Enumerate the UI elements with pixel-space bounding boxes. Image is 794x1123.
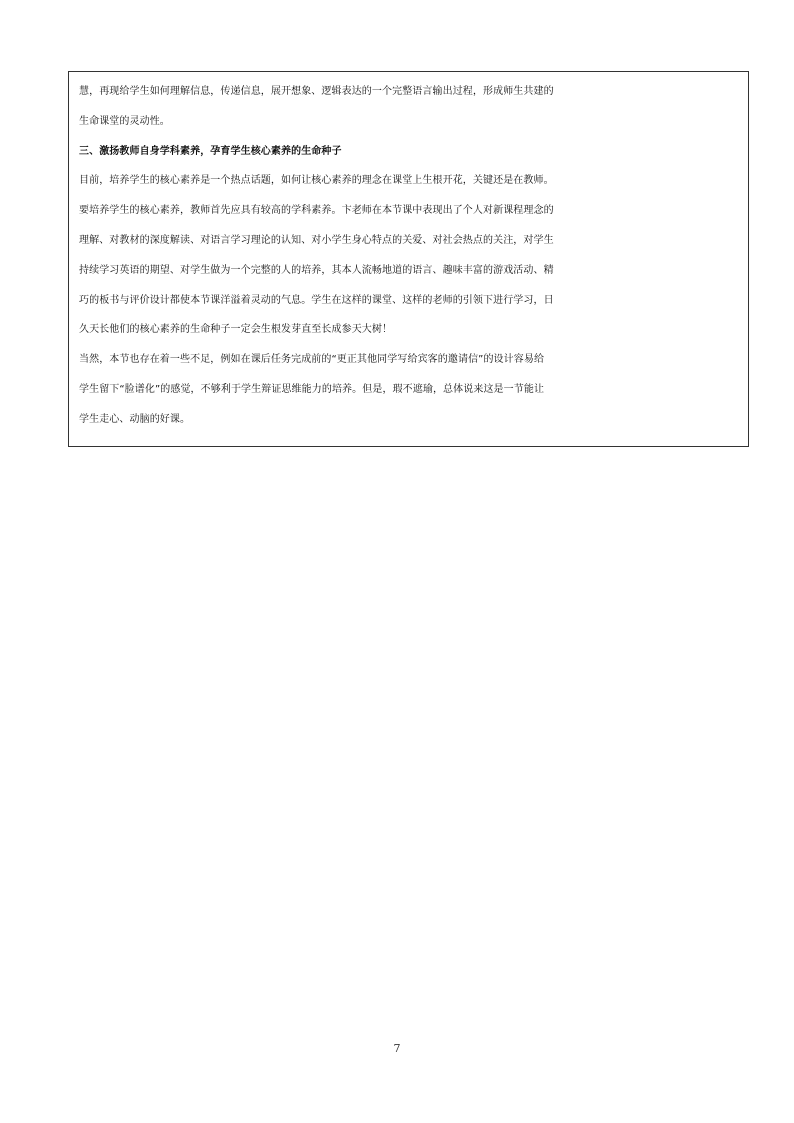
paragraph-line: 久天长他们的核心素养的生命种子一定会生根发芽直至长成参天大树！ — [79, 324, 393, 336]
paragraph-line: 目前，培养学生的核心素养是一个热点话题，如何让核心素养的理念在课堂上生根开花，关键还是在教师。 — [79, 175, 554, 187]
text-table-cell — [68, 71, 749, 447]
paragraph-line: 持续学习英语的期望、对学生做为一个完整的人的培养，其本人流畅地道的语言、趣味丰富的游戏活动、精 — [79, 264, 554, 276]
paragraph-line: 生命课堂的灵动性。 — [79, 115, 170, 127]
page-number: 7 — [393, 1042, 401, 1055]
paragraph-line: 巧的板书与评价设计都使本节课洋溢着灵动的气息。学生在这样的课堂、这样的老师的引领下进行学习，日 — [79, 294, 554, 306]
paragraph-line: 当然，本节也存在着一些不足，例如在课后任务完成前的“更正其他同学写给宾客的邀请信”的设计容易给 — [79, 354, 545, 366]
paragraph-line: 学生留下“脸谱化”的感觉，不够利于学生辩证思维能力的培养。但是，瑕不遮瑜，总体说来这是一节能让 — [79, 383, 545, 395]
paragraph-line: 慧，再现给学生如何理解信息，传递信息，展开想象、逻辑表达的一个完整语言输出过程，形成师生共建的 — [79, 86, 554, 97]
paragraph-line: 理解、对教材的深度解读、对语言学习理论的认知、对小学生身心特点的关爱、对社会热点的关注，对学生 — [79, 234, 554, 246]
paragraph-line: 学生走心、动脑的好课。 — [79, 413, 191, 425]
paragraph-line: 要培养学生的核心素养，教师首先应具有较高的学科素养。卞老师在本节课中表现出了个人对新课程理念的 — [79, 205, 554, 217]
section-heading: 三、激扬教师自身学科素养，孕育学生核心素养的生命种子 — [79, 145, 342, 157]
